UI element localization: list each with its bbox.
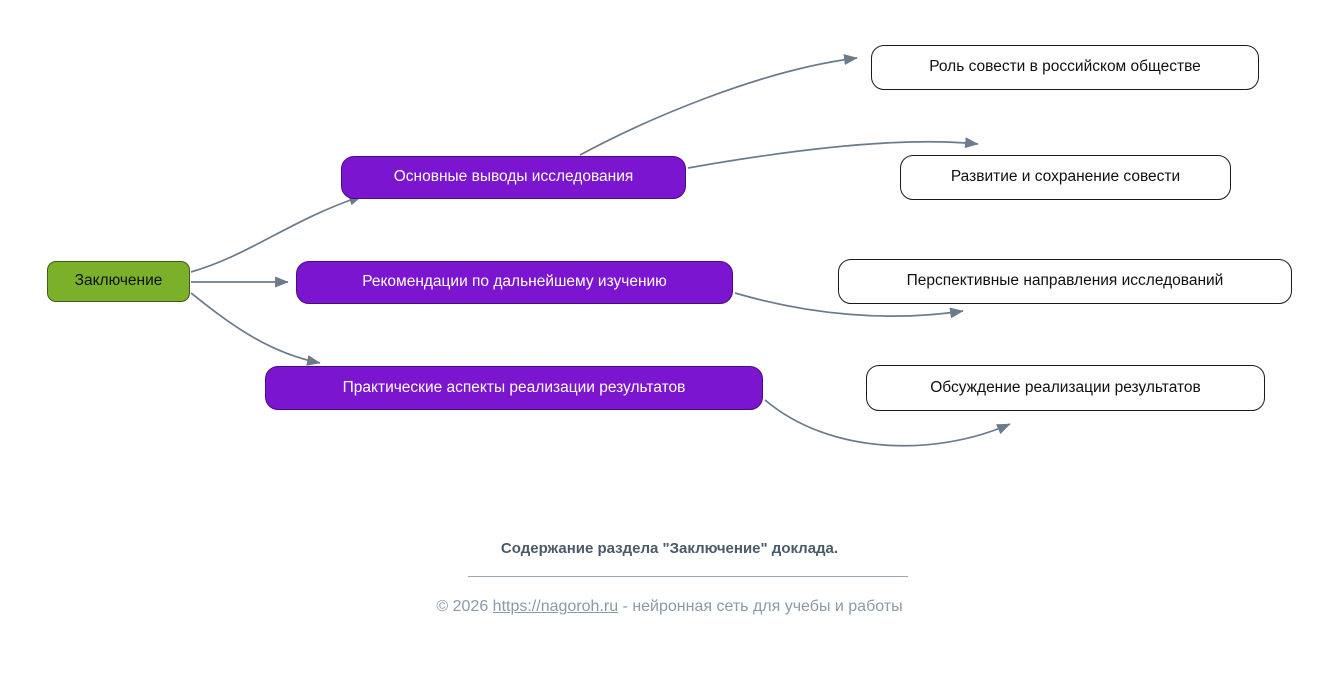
node-role-of-conscience[interactable] [871,45,1259,90]
edge-b1-to-c1 [580,58,857,155]
caption-divider [468,576,908,577]
node-recommendations[interactable] [296,261,733,304]
node-future-directions[interactable] [838,259,1292,304]
node-development-preservation-label: Развитие и сохранение совести [950,168,1181,186]
node-practical-aspects-label: Практические аспекты реализации результатов [342,378,686,396]
footer-prefix: © 2026 [436,598,493,615]
node-recommendations-label: Рекомендации по дальнейшему изучению [362,273,667,291]
diagram-caption: Содержание раздела "Заключение" доклада. [500,540,839,557]
node-discussion-results-label: Обсуждение реализации результатов [930,378,1201,396]
node-development-preservation[interactable] [900,155,1231,200]
node-discussion-results[interactable] [866,365,1265,411]
edge-root-to-b3 [191,293,320,363]
node-future-directions-label: Перспективные направления исследований [906,272,1224,290]
node-practical-aspects[interactable] [265,366,763,410]
node-role-of-conscience-label: Роль совести в российском обществе [929,58,1201,76]
footer-suffix: - нейронная сеть для учебы и работы [618,598,903,615]
footer-credit [0,598,1339,616]
node-root-label: Заключение [74,272,163,290]
node-main-conclusions-label: Основные выводы исследования [393,168,634,186]
footer-site-link[interactable]: https://nagoroh.ru [492,598,619,615]
node-main-conclusions[interactable] [341,156,686,199]
node-root[interactable] [47,261,190,302]
